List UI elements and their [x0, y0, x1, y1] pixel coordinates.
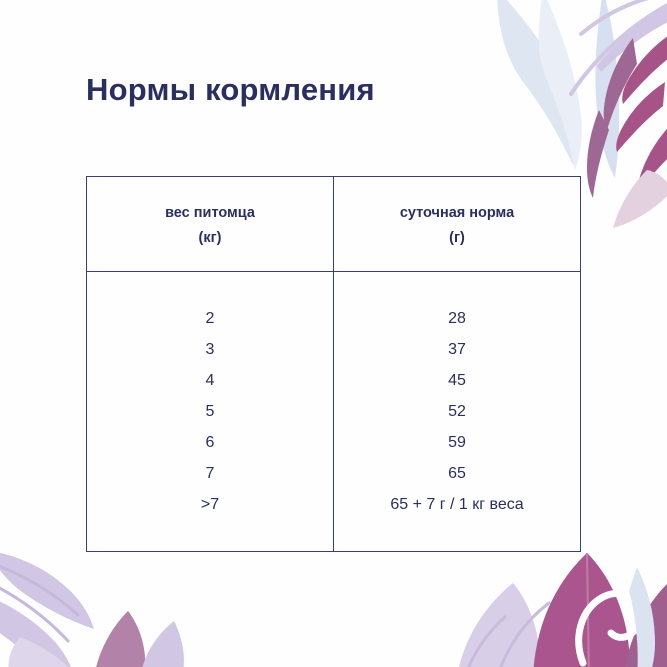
table-row: [87, 489, 580, 520]
column-header-norm-line2: (г): [449, 229, 465, 246]
table-row: [87, 334, 580, 365]
cell-norm: 65 + 7 г / 1 кг веса: [334, 489, 581, 520]
column-header-norm: [334, 177, 581, 272]
cell-norm: 59: [334, 427, 581, 458]
table-row: [87, 365, 580, 396]
cell-norm: 52: [334, 396, 581, 427]
cell-weight: 7: [205, 464, 215, 482]
cell-weight: 5: [205, 402, 215, 420]
table-row: [87, 458, 580, 489]
column-header-norm-line1: суточная норма: [399, 205, 515, 222]
page-title: Нормы кормления: [86, 72, 375, 107]
table-header: [87, 177, 580, 272]
cell-norm: 45: [334, 365, 581, 396]
cell-norm: 28: [334, 303, 581, 334]
cell-norm: 65: [334, 458, 581, 489]
cell-weight: >7: [200, 495, 220, 513]
table-header-row: [87, 177, 580, 272]
cell-weight: 6: [205, 433, 215, 451]
table-row: [87, 396, 580, 427]
table-body: [87, 272, 580, 552]
spacer-cell: [87, 520, 334, 551]
spacer-cell: [334, 272, 581, 304]
spacer-cell: [87, 272, 334, 304]
feeding-table-container: [86, 176, 581, 552]
cell-norm: 37: [334, 334, 581, 365]
feeding-table: [87, 177, 580, 551]
table-spacer-row-top: [87, 272, 580, 304]
spacer-cell: [334, 520, 581, 551]
table-row: [87, 303, 580, 334]
column-header-weight: [87, 177, 334, 272]
column-header-weight-line2: (кг): [198, 229, 222, 246]
column-header-weight-line1: вес питомца: [165, 205, 255, 222]
table-row: [87, 427, 580, 458]
table-spacer-row-bottom: [87, 520, 580, 551]
cell-weight: 3: [205, 340, 215, 358]
cell-weight: 4: [205, 371, 215, 389]
cell-weight: 2: [205, 309, 215, 327]
